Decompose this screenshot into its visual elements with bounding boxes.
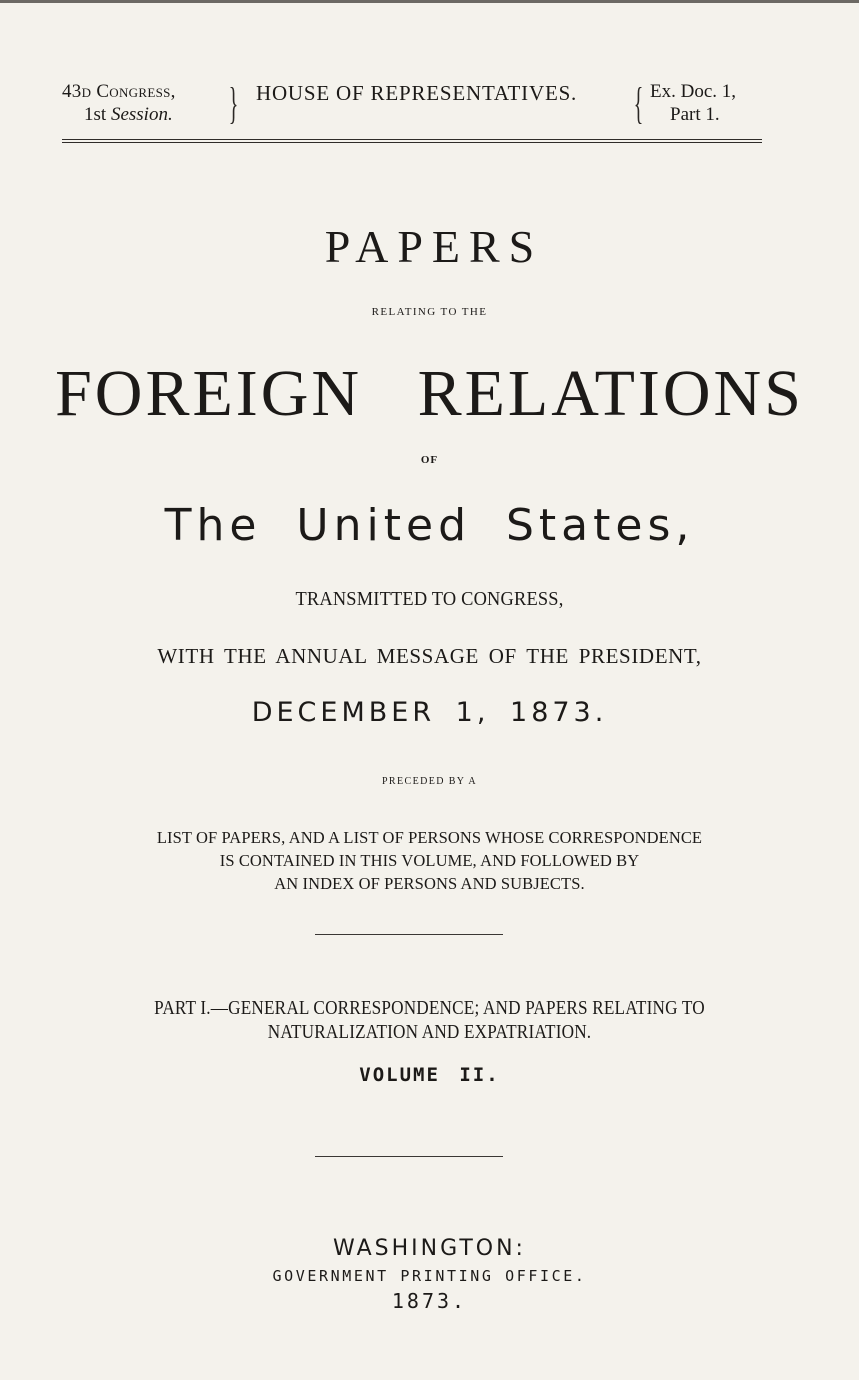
left-brace-icon: } [228, 79, 239, 128]
preceded-line: PRECEDED BY A [381, 776, 478, 787]
volume-label: VOLUME II. [359, 1064, 500, 1086]
part-description [60, 996, 799, 1044]
title-foreign-relations: FOREIGN RELATIONS [55, 357, 804, 430]
imprint-printer: GOVERNMENT PRINTING OFFICE. [272, 1267, 587, 1285]
congress-session-block [62, 80, 176, 126]
document-number-block [650, 80, 736, 126]
session-label [62, 103, 176, 126]
divider-rule [315, 934, 503, 935]
contents-line-2: IS CONTAINED IN THIS VOLUME, AND FOLLOWED BY [219, 851, 640, 870]
chamber-label: HOUSE OF REPRESENTATIVES. [256, 81, 578, 105]
right-brace-icon: { [633, 79, 644, 128]
contents-description [0, 826, 859, 895]
title-of: OF [420, 454, 439, 466]
imprint-year: 1873. [391, 1289, 468, 1313]
divider-rule [315, 1156, 503, 1157]
congress-label: 43d Congress, [62, 81, 176, 102]
page-top-edge [0, 0, 859, 3]
title-papers: PAPERS [324, 221, 544, 272]
session-word: Session. [110, 104, 173, 125]
title-relating: RELATING TO THE [371, 306, 488, 318]
header-double-rule [62, 139, 762, 143]
annual-message-line: WITH THE ANNUAL MESSAGE OF THE PRESIDENT, [157, 644, 702, 668]
part-line-2: NATURALIZATION AND EXPATRIATION. [267, 1021, 592, 1043]
title-united-states: The United States, [164, 500, 695, 551]
doc-number: Ex. Doc. 1, [650, 81, 737, 102]
document-header [62, 80, 762, 130]
part-line-1: PART I.—GENERAL CORRESPONDENCE; AND PAPERS RELATING TO [154, 997, 705, 1019]
contents-line-3: AN INDEX OF PERSONS AND SUBJECTS. [274, 874, 585, 893]
part-number: Part 1. [670, 104, 720, 125]
contents-line-1: LIST OF PAPERS, AND A LIST OF PERSONS WHOSE CORRESPONDENCE [156, 828, 703, 847]
session-number: 1st [84, 104, 107, 125]
date-line: DECEMBER 1, 1873. [251, 697, 608, 728]
transmitted-line: TRANSMITTED TO CONGRESS, [295, 588, 564, 610]
imprint-city: WASHINGTON: [333, 1236, 526, 1261]
